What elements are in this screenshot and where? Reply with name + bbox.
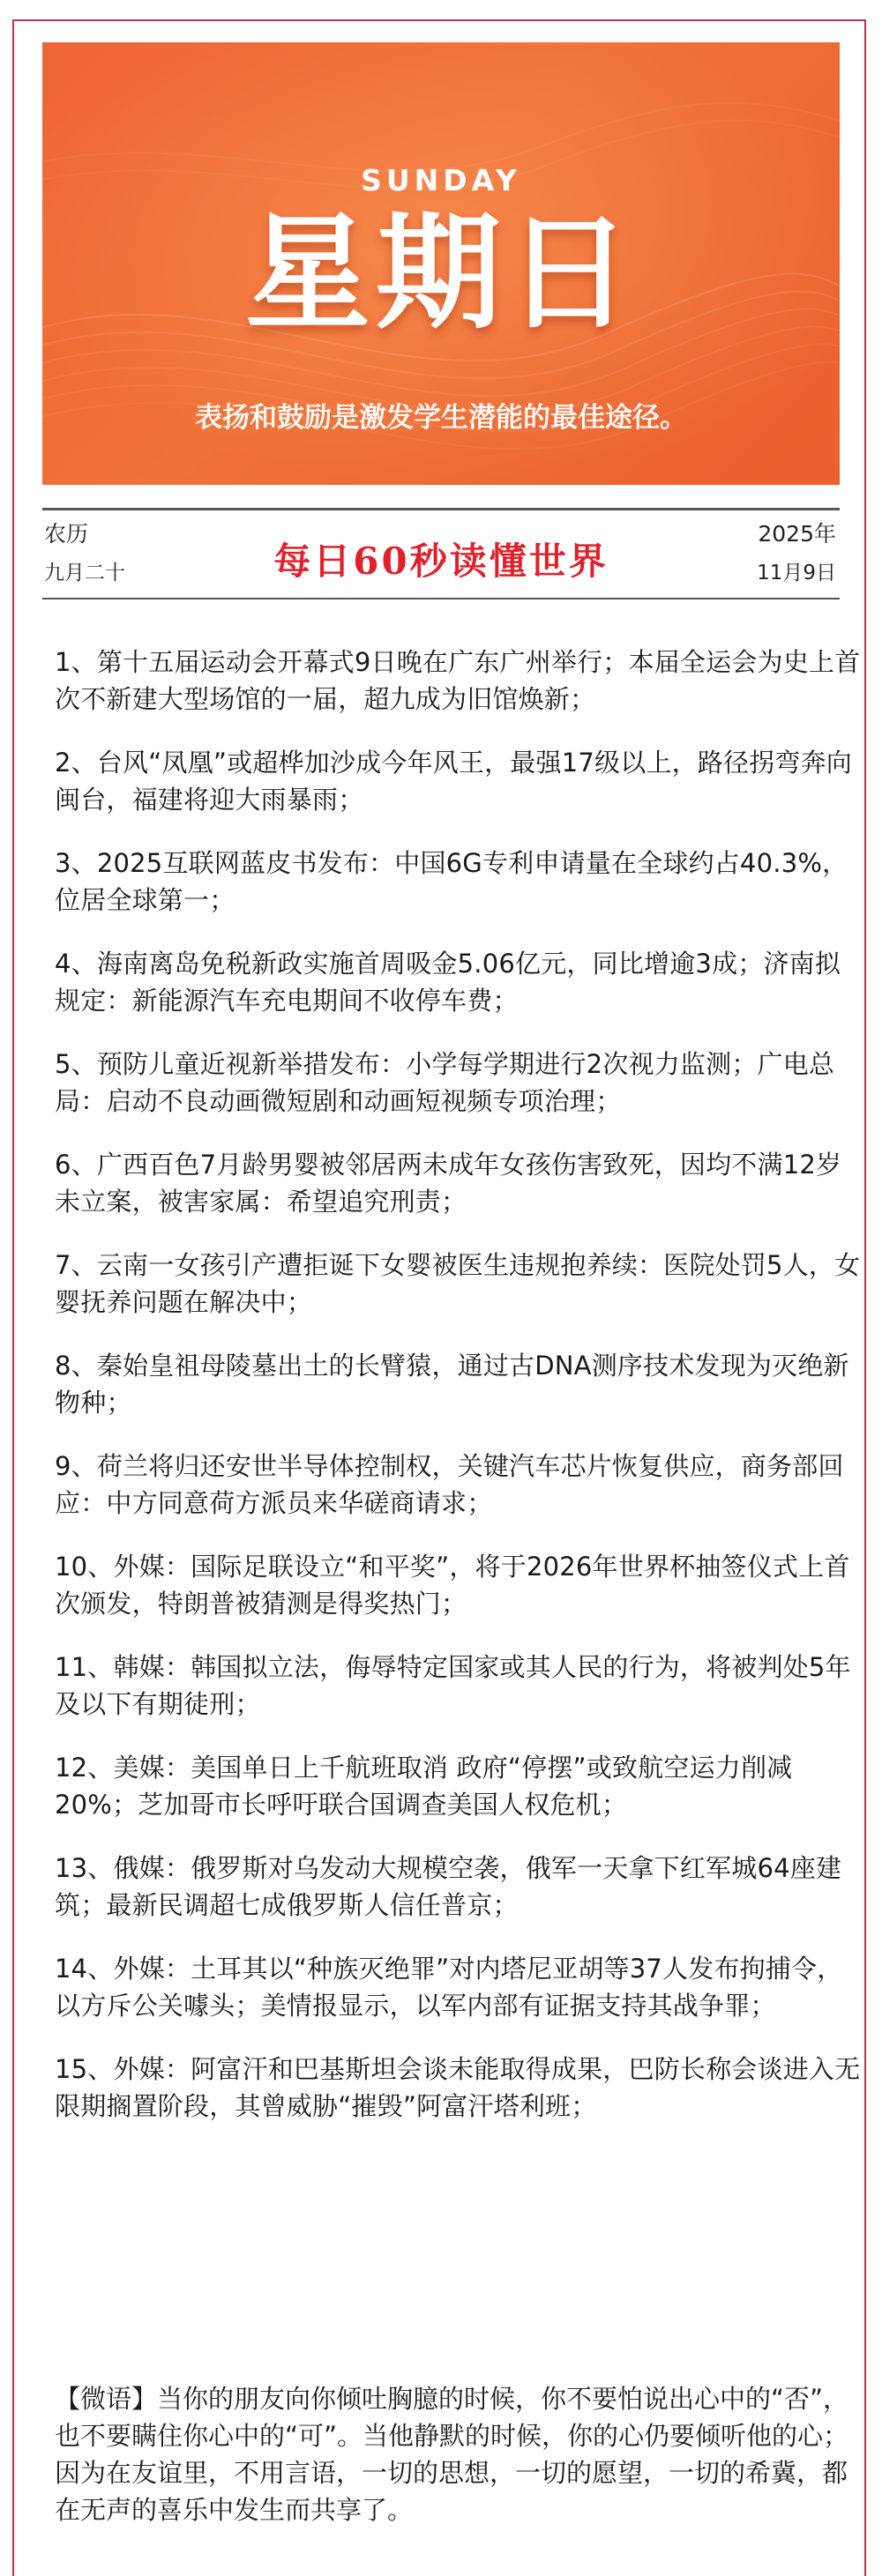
banner-slogan: 表扬和鼓励是激发学生潜能的最佳途径。 — [195, 402, 687, 434]
news-item: 6、广西百色7月龄男婴被邻居两未成年女孩伤害致死，因均不满12岁未立案，被害家属：希望追究刑责； — [55, 1150, 842, 1217]
news-item: 4、海南离岛免税新政实施首周吸金5.06亿元，同比增逾3成；济南拟规定：新能源汽车充电期间不收停车费； — [55, 949, 841, 1016]
news-item: 3、2025互联网蓝皮书发布：中国6G专利申请量在全球约占40.3%，位居全球第一； — [55, 848, 848, 915]
news-item: 8、秦始皇祖母陵墓出土的长臂猿，通过古DNA测序技术发现为灭绝新物种； — [55, 1351, 849, 1418]
daily-quote: 【微语】当你的朋友向你倾吐胸臆的时候，你不要怕说出心中的“否”，也不要瞒住你心中的“可”。当他静默的时候，你的心仍要倾听他的心；因为在友谊里，不用言语，一切的思想，一切的愿望，一切的希冀，都在无声的喜乐中发生而共享了。 — [55, 2384, 849, 2525]
news-item: 10、外媒：国际足联设立“和平奖”，将于2026年世界杯抽签仪式上首次颁发，特朗普被猜测是得奖热门； — [55, 1552, 850, 1619]
gregorian-date-block — [757, 515, 836, 592]
news-item: 2、台风“凤凰”或超桦加沙成今年风王，最强17级以上，路径拐弯奔向闽台，福建将迎大雨暴雨； — [55, 748, 853, 815]
lunar-date: 九月二十 — [44, 562, 125, 584]
masthead-title: 每日60秒读懂世界 — [273, 540, 609, 583]
news-item: 13、俄媒：俄罗斯对乌发动大规模空袭，俄军一天拿下红军城64座建筑；最新民调超七成俄罗斯人信任普京； — [55, 1853, 842, 1920]
news-item: 9、荷兰将归还安世半导体控制权，关键汽车芯片恢复供应，商务部回应：中方同意荷方派员来华磋商请求； — [55, 1451, 844, 1518]
english-weekday: SUNDAY — [361, 163, 521, 197]
news-item: 15、外媒：阿富汗和巴基斯坦会谈未能取得成果，巴防长称会谈进入无限期搁置阶段，其曾威胁“摧毁”阿富汗塔利班； — [55, 2054, 861, 2121]
date-bar-top-rule — [42, 508, 840, 510]
news-item: 5、预防儿童近视新举措发布：小学每学期进行2次视力监测；广电总局：启动不良动画微短剧和动画短视频专项治理； — [55, 1049, 835, 1116]
news-item: 11、韩媒：韩国拟立法，侮辱特定国家或其人民的行为，将被判处5年及以下有期徒刑； — [55, 1652, 851, 1719]
news-item: 14、外媒：土耳其以“种族灭绝罪”对内塔尼亚胡等37人发布拘捕令，以方斥公关噱头；美情报显示，以军内部有证据支持其战争罪； — [55, 1954, 843, 2021]
news-list — [55, 644, 861, 2151]
month-day-label: 11月9日 — [757, 562, 836, 584]
date-bar-bottom-rule — [42, 598, 840, 599]
chinese-weekday: 星期日 — [245, 201, 637, 346]
news-item: 12、美媒：美国单日上千航班取消 政府“停摆”或致航空运力削减20%；芝加哥市长呼吁联合国调查美国人权危机； — [55, 1753, 793, 1820]
news-item: 1、第十五届运动会开幕式9日晚在广东广州举行；本届全运会为史上首次不新建大型场馆的一届，超九成为旧馆焕新； — [55, 647, 861, 714]
header-banner — [42, 42, 840, 485]
news-item: 7、云南一女孩引产遭拒诞下女婴被医生违规抱养续：医院处罚5人，女婴抚养问题在解决中； — [55, 1250, 861, 1317]
lunar-label: 农历 — [44, 521, 89, 547]
year-label: 2025年 — [758, 521, 836, 547]
